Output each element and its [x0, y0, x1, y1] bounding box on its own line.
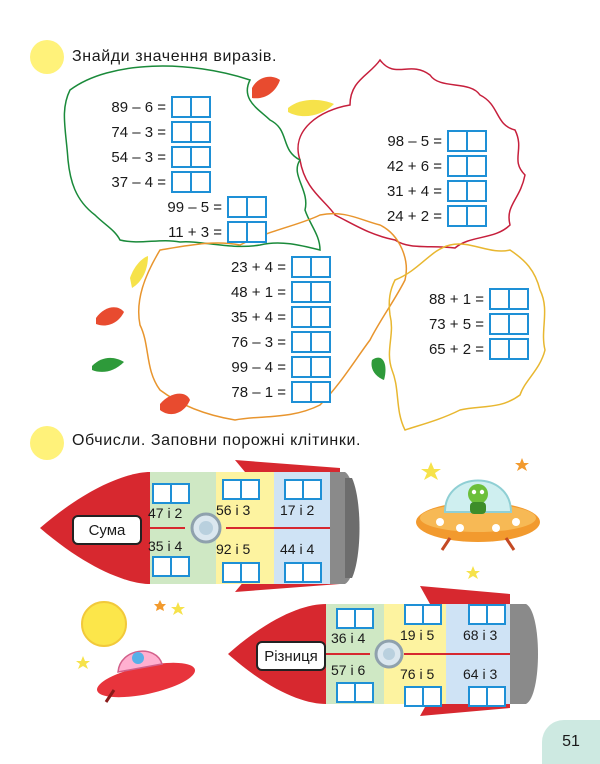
answer-boxes[interactable] — [447, 155, 487, 177]
answer-cell[interactable] — [466, 205, 487, 227]
answer-boxes[interactable] — [291, 306, 331, 328]
expression-row — [100, 96, 211, 118]
expression-label: 37 – 4 = — [111, 173, 166, 191]
answer-cell[interactable] — [466, 155, 487, 177]
pair-label: 56 і 3 — [216, 502, 251, 518]
answer-cell[interactable] — [447, 155, 468, 177]
answer-boxes[interactable] — [291, 281, 331, 303]
answer-cell[interactable] — [227, 196, 248, 218]
expression-label: 98 – 5 = — [387, 132, 442, 150]
answer-cell[interactable] — [422, 604, 442, 625]
answer-cell[interactable] — [240, 479, 260, 500]
answer-cell[interactable] — [354, 608, 374, 629]
answer-cell[interactable] — [291, 381, 312, 403]
answer-boxes[interactable] — [152, 556, 190, 577]
pair-label: 19 і 5 — [400, 627, 435, 643]
answer-cell[interactable] — [171, 96, 192, 118]
answer-boxes[interactable] — [171, 146, 211, 168]
answer-cell[interactable] — [291, 331, 312, 353]
expression-label: 54 – 3 = — [111, 148, 166, 166]
answer-cell[interactable] — [489, 288, 510, 310]
expression-label: 99 – 5 = — [167, 198, 222, 216]
answer-cell[interactable] — [152, 556, 172, 577]
answer-boxes[interactable] — [447, 180, 487, 202]
answer-boxes[interactable] — [222, 562, 260, 583]
answer-cell[interactable] — [222, 562, 242, 583]
answer-cell[interactable] — [486, 686, 506, 707]
answer-boxes[interactable] — [336, 608, 374, 629]
answer-cell[interactable] — [447, 180, 468, 202]
pair-label: 47 і 2 — [148, 505, 183, 521]
answer-boxes[interactable] — [489, 313, 529, 335]
answer-cell[interactable] — [190, 96, 211, 118]
ufo-red-icon — [94, 651, 198, 704]
expression-row — [220, 331, 331, 353]
answer-boxes[interactable] — [489, 288, 529, 310]
answer-cell[interactable] — [222, 479, 242, 500]
star-icon — [515, 458, 529, 471]
answer-boxes[interactable] — [227, 196, 267, 218]
expression-row — [220, 306, 331, 328]
answer-boxes[interactable] — [171, 171, 211, 193]
expression-row — [418, 338, 529, 360]
sun-icon — [82, 602, 126, 646]
answer-cell[interactable] — [152, 483, 172, 504]
answer-boxes[interactable] — [468, 686, 506, 707]
answer-cell[interactable] — [468, 604, 488, 625]
answer-cell[interactable] — [489, 338, 510, 360]
expression-row — [418, 313, 529, 335]
answer-cell[interactable] — [310, 356, 331, 378]
answer-cell[interactable] — [508, 338, 529, 360]
page-number — [542, 720, 600, 764]
expression-row — [220, 356, 331, 378]
answer-boxes[interactable] — [152, 483, 190, 504]
answer-cell[interactable] — [447, 130, 468, 152]
answer-boxes[interactable] — [284, 479, 322, 500]
answer-boxes[interactable] — [222, 479, 260, 500]
answer-cell[interactable] — [190, 171, 211, 193]
answer-boxes[interactable] — [447, 205, 487, 227]
answer-cell[interactable] — [508, 288, 529, 310]
rocket-tag-difference: Різниця — [256, 641, 326, 671]
answer-cell[interactable] — [170, 556, 190, 577]
pair-label: 44 і 4 — [280, 541, 315, 557]
leaf-small-green-icon — [92, 358, 124, 372]
expression-row — [156, 221, 267, 243]
answer-boxes[interactable] — [489, 338, 529, 360]
section-title-2: Обчисли. Заповни порожні клітинки. — [72, 432, 362, 449]
pair-label: 35 і 4 — [148, 538, 183, 554]
answer-cell[interactable] — [404, 604, 424, 625]
answer-cell[interactable] — [302, 562, 322, 583]
star-icon — [421, 462, 441, 480]
answer-cell[interactable] — [310, 256, 331, 278]
answer-boxes[interactable] — [404, 686, 442, 707]
answer-cell[interactable] — [291, 356, 312, 378]
expression-row — [100, 171, 211, 193]
pair-label: 92 і 5 — [216, 541, 251, 557]
answer-cell[interactable] — [284, 479, 304, 500]
answer-cell[interactable] — [336, 608, 356, 629]
answer-cell[interactable] — [246, 221, 267, 243]
answer-boxes[interactable] — [447, 130, 487, 152]
star-icon — [76, 656, 90, 669]
expression-row — [100, 121, 211, 143]
answer-cell[interactable] — [171, 121, 192, 143]
answer-cell[interactable] — [310, 381, 331, 403]
leaf-small-green-icon — [372, 358, 386, 380]
answer-cell[interactable] — [171, 146, 192, 168]
expression-row — [418, 288, 529, 310]
leaf-small-red-icon — [160, 394, 190, 414]
expression-row — [100, 146, 211, 168]
answer-cell[interactable] — [227, 221, 248, 243]
expression-label: 42 + 6 = — [386, 157, 442, 175]
expression-label: 31 + 4 = — [386, 182, 442, 200]
expression-label: 23 + 4 = — [230, 258, 286, 276]
expression-row — [220, 381, 331, 403]
expression-label: 99 – 4 = — [231, 358, 286, 376]
pair-label: 36 і 4 — [331, 630, 366, 646]
answer-cell[interactable] — [302, 479, 322, 500]
star-icon — [171, 602, 185, 615]
answer-boxes[interactable] — [291, 256, 331, 278]
section-marker-1 — [30, 40, 64, 74]
answer-cell[interactable] — [170, 483, 190, 504]
expression-row — [220, 281, 331, 303]
answer-cell[interactable] — [466, 130, 487, 152]
expression-label: 35 + 4 = — [230, 308, 286, 326]
expression-label: 11 + 3 = — [168, 223, 222, 241]
answer-cell[interactable] — [310, 331, 331, 353]
answer-cell[interactable] — [422, 686, 442, 707]
star-icon — [466, 566, 480, 579]
answer-cell[interactable] — [310, 306, 331, 328]
answer-cell[interactable] — [291, 256, 312, 278]
answer-boxes[interactable] — [291, 356, 331, 378]
pair-label: 64 і 3 — [463, 666, 498, 682]
answer-boxes[interactable] — [336, 682, 374, 703]
answer-cell[interactable] — [466, 180, 487, 202]
expression-label: 24 + 2 = — [386, 207, 442, 225]
expression-label: 48 + 1 = — [230, 283, 286, 301]
expression-label: 78 – 1 = — [231, 383, 286, 401]
answer-cell[interactable] — [310, 281, 331, 303]
expression-label: 76 – 3 = — [231, 333, 286, 351]
leaf-yellow-outline-icon — [389, 244, 545, 430]
expression-row — [220, 256, 331, 278]
expression-label: 74 – 3 = — [111, 123, 166, 141]
answer-cell[interactable] — [190, 146, 211, 168]
answer-cell[interactable] — [240, 562, 260, 583]
expression-label: 65 + 2 = — [428, 340, 484, 358]
expression-label: 73 + 5 = — [428, 315, 484, 333]
pair-label: 68 і 3 — [463, 627, 498, 643]
leaf-small-yellow-icon — [130, 256, 148, 288]
ufo-alien-icon — [416, 481, 540, 551]
answer-boxes[interactable] — [171, 96, 211, 118]
expression-label: 89 – 6 = — [111, 98, 166, 116]
section-marker-2 — [30, 426, 64, 460]
pair-label: 76 і 5 — [400, 666, 435, 682]
leaf-small-yellow-icon — [288, 100, 334, 116]
section-title-1: Знайди значення виразів. — [72, 48, 278, 65]
answer-cell[interactable] — [489, 313, 510, 335]
expression-row — [376, 180, 487, 202]
answer-cell[interactable] — [291, 281, 312, 303]
answer-cell[interactable] — [404, 686, 424, 707]
answer-cell[interactable] — [508, 313, 529, 335]
pair-label: 57 і 6 — [331, 662, 366, 678]
expression-row — [376, 205, 487, 227]
answer-cell[interactable] — [190, 121, 211, 143]
answer-boxes[interactable] — [468, 604, 506, 625]
answer-boxes[interactable] — [227, 221, 267, 243]
rocket-tag-sum: Сума — [72, 515, 142, 545]
answer-cell[interactable] — [291, 306, 312, 328]
answer-cell[interactable] — [354, 682, 374, 703]
pair-label: 17 і 2 — [280, 502, 315, 518]
answer-cell[interactable] — [171, 171, 192, 193]
leaf-small-red-icon — [252, 77, 280, 99]
leaf-small-red-icon — [96, 307, 124, 325]
answer-boxes[interactable] — [291, 381, 331, 403]
page-number-text: 51 — [562, 733, 580, 750]
answer-cell[interactable] — [468, 686, 488, 707]
answer-cell[interactable] — [246, 196, 267, 218]
star-icon — [154, 600, 166, 611]
answer-cell[interactable] — [486, 604, 506, 625]
answer-cell[interactable] — [447, 205, 468, 227]
answer-boxes[interactable] — [171, 121, 211, 143]
answer-boxes[interactable] — [404, 604, 442, 625]
answer-boxes[interactable] — [291, 331, 331, 353]
expression-row — [376, 130, 487, 152]
expression-label: 88 + 1 = — [428, 290, 484, 308]
answer-boxes[interactable] — [284, 562, 322, 583]
answer-cell[interactable] — [284, 562, 304, 583]
expression-row — [156, 196, 267, 218]
expression-row — [376, 155, 487, 177]
answer-cell[interactable] — [336, 682, 356, 703]
